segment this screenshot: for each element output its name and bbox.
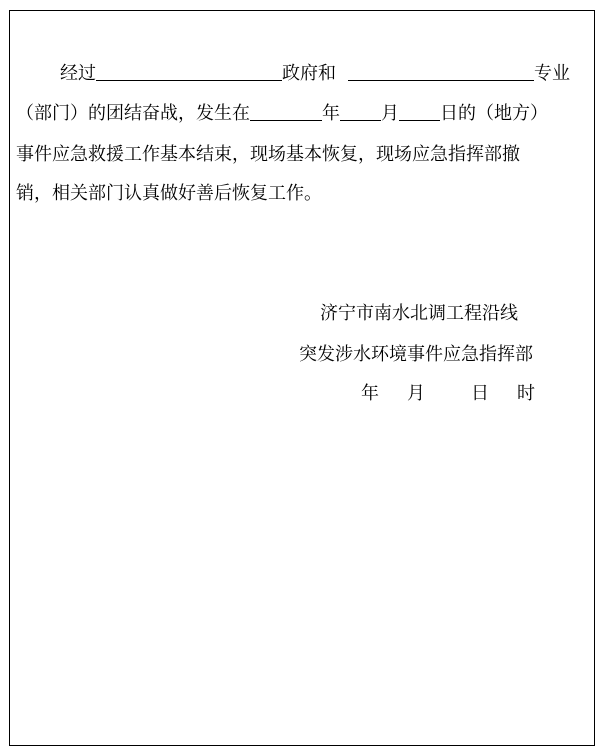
- year-blank: [250, 100, 322, 121]
- signature-org-line-2: 突发涉水环境事件应急指挥部: [299, 344, 533, 365]
- date-year: 年: [361, 383, 379, 404]
- month-blank: [340, 100, 381, 121]
- paragraph-line-1: [60, 60, 570, 87]
- government-blank: [96, 60, 282, 81]
- signature-org-line-1: 济宁市南水北调工程沿线: [320, 303, 518, 324]
- year-label: 年: [322, 103, 340, 124]
- text-prefix: （部门）的团结奋战，发生在: [16, 103, 250, 124]
- date-hour: 时: [517, 383, 535, 404]
- date-day: 日: [471, 383, 489, 404]
- paragraph-line-2: [16, 100, 548, 127]
- signature-date: [361, 381, 535, 407]
- paragraph-line-3: 事件应急救援工作基本结束，现场基本恢复，现场应急指挥部撤: [16, 144, 520, 165]
- text-suffix: 专业: [534, 63, 570, 84]
- text-mid: 政府和: [282, 63, 336, 84]
- document-frame: [9, 10, 595, 746]
- paragraph-line-4: 销，相关部门认真做好善后恢复工作。: [16, 183, 322, 204]
- date-month: 月: [407, 383, 425, 404]
- text-prefix: 经过: [60, 63, 96, 84]
- day-suffix: 日的（地方）: [440, 103, 548, 124]
- month-label: 月: [381, 103, 399, 124]
- specialty-blank: [348, 60, 534, 81]
- day-blank: [399, 100, 440, 121]
